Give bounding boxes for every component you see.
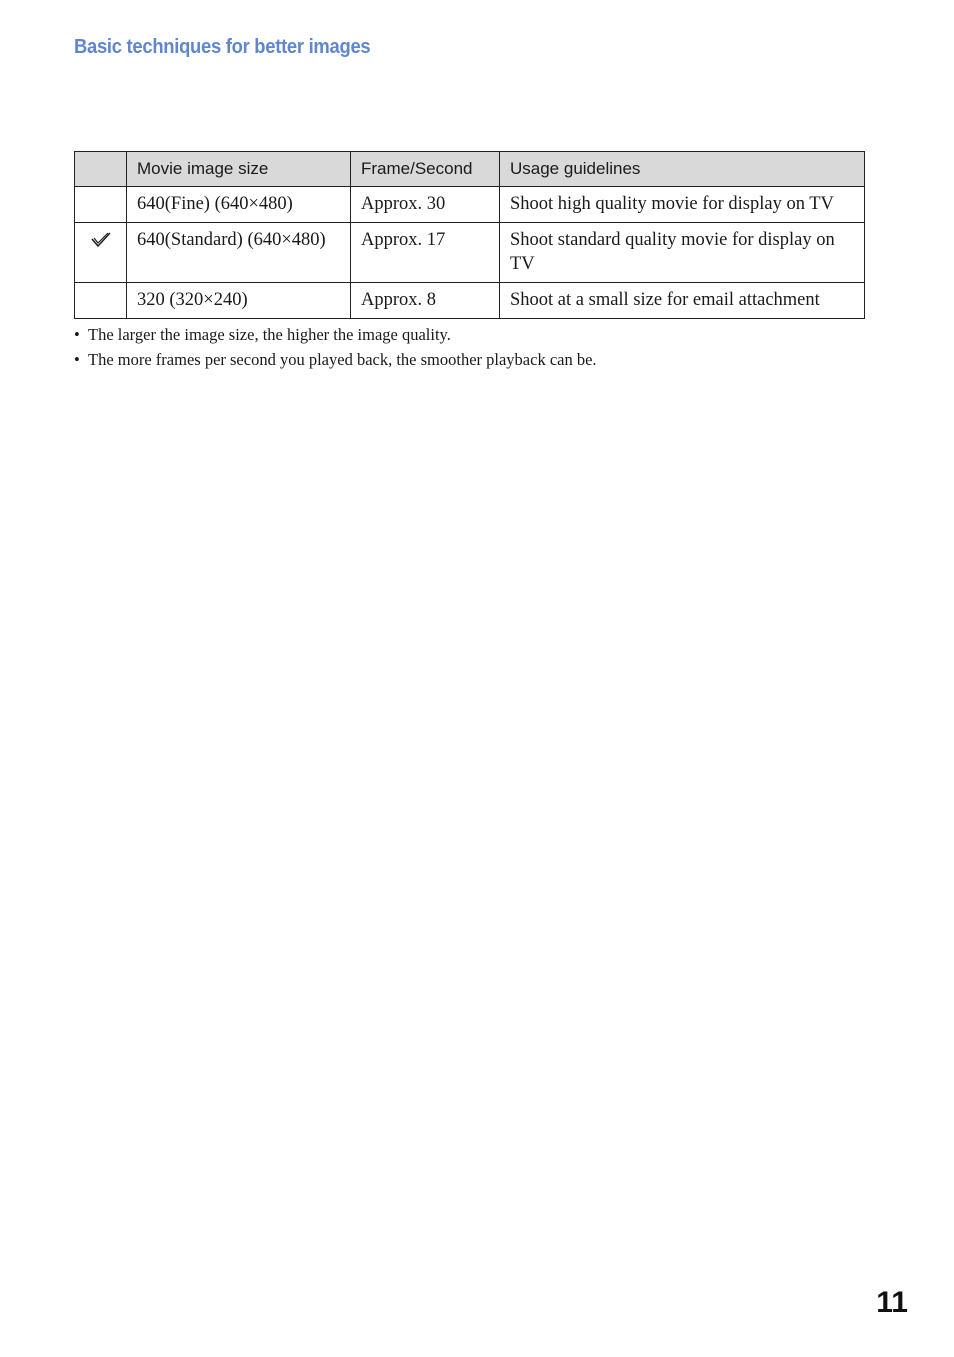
- page-number: 11: [876, 1286, 908, 1319]
- frame-rate-cell: Approx. 8: [351, 283, 500, 319]
- notes-list: [74, 322, 597, 372]
- usage-cell: Shoot standard quality movie for display on TV: [500, 223, 865, 283]
- table-row: [75, 223, 865, 283]
- section-title: Basic techniques for better images: [74, 36, 371, 58]
- table-row: [75, 283, 865, 319]
- usage-cell: Shoot high quality movie for display on TV: [500, 187, 865, 223]
- movie-image-size-table: [74, 151, 865, 319]
- check-icon: [90, 231, 112, 249]
- header-frame-second: Frame/Second: [351, 152, 500, 187]
- image-size-cell: 640(Standard) (640×480): [127, 223, 351, 283]
- frame-rate-cell: Approx. 30: [351, 187, 500, 223]
- header-movie-image-size: Movie image size: [127, 152, 351, 187]
- note-item: • The more frames per second you played back, the smoother playback can be.: [74, 347, 597, 372]
- table-header-row: [75, 152, 865, 187]
- table-row: [75, 187, 865, 223]
- header-default-column: [75, 152, 127, 187]
- usage-cell: Shoot at a small size for email attachment: [500, 283, 865, 319]
- header-usage-guidelines: Usage guidelines: [500, 152, 865, 187]
- image-size-cell: 320 (320×240): [127, 283, 351, 319]
- frame-rate-cell: Approx. 17: [351, 223, 500, 283]
- default-marker-cell: [75, 187, 127, 223]
- default-marker-cell: [75, 223, 127, 283]
- note-item: • The larger the image size, the higher the image quality.: [74, 322, 597, 347]
- image-size-cell: 640(Fine) (640×480): [127, 187, 351, 223]
- default-marker-cell: [75, 283, 127, 319]
